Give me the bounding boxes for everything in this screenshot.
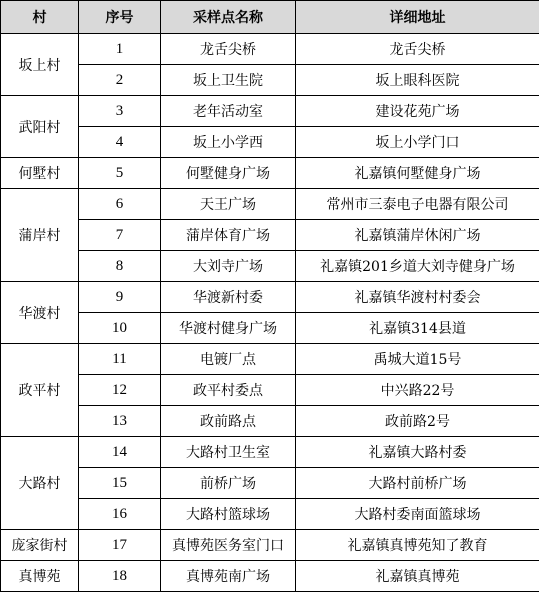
site-name-cell: 坂上卫生院	[161, 65, 296, 96]
site-name-cell: 华渡新村委	[161, 282, 296, 313]
village-cell: 何墅村	[1, 158, 79, 189]
address-cell: 礼嘉镇314县道	[296, 313, 539, 344]
table-row	[1, 282, 539, 313]
address-cell: 坂上小学门口	[296, 127, 539, 158]
header-number: 序号	[79, 1, 161, 34]
site-name-cell: 前桥广场	[161, 468, 296, 499]
address-cell: 礼嘉镇真博苑知了教育	[296, 530, 539, 561]
table-row	[1, 468, 539, 499]
table-row	[1, 251, 539, 282]
site-name-cell: 老年活动室	[161, 96, 296, 127]
village-cell: 真博苑	[1, 561, 79, 592]
table-row	[1, 313, 539, 344]
address-cell: 政前路2号	[296, 406, 539, 437]
site-name-cell: 大路村卫生室	[161, 437, 296, 468]
site-name-cell: 天王广场	[161, 189, 296, 220]
site-name-cell: 华渡村健身广场	[161, 313, 296, 344]
site-name-cell: 真博苑南广场	[161, 561, 296, 592]
address-cell: 礼嘉镇大路村委	[296, 437, 539, 468]
village-cell: 蒲岸村	[1, 189, 79, 282]
header-village: 村	[1, 1, 79, 34]
address-cell: 礼嘉镇华渡村村委会	[296, 282, 539, 313]
row-number-cell: 2	[79, 65, 161, 96]
address-cell: 龙舌尖桥	[296, 34, 539, 65]
table-row	[1, 499, 539, 530]
site-name-cell: 蒲岸体育广场	[161, 220, 296, 251]
header-address: 详细地址	[296, 1, 539, 34]
village-cell: 庞家街村	[1, 530, 79, 561]
row-number-cell: 15	[79, 468, 161, 499]
table-row	[1, 34, 539, 65]
table-row	[1, 406, 539, 437]
row-number-cell: 5	[79, 158, 161, 189]
header-site-name: 采样点名称	[161, 1, 296, 34]
row-number-cell: 18	[79, 561, 161, 592]
address-cell: 礼嘉镇蒲岸休闲广场	[296, 220, 539, 251]
village-cell: 华渡村	[1, 282, 79, 344]
table-row	[1, 437, 539, 468]
site-name-cell: 政前路点	[161, 406, 296, 437]
address-cell: 坂上眼科医院	[296, 65, 539, 96]
address-cell: 禹城大道15号	[296, 344, 539, 375]
address-cell: 中兴路22号	[296, 375, 539, 406]
table-row	[1, 220, 539, 251]
table-row	[1, 375, 539, 406]
village-cell: 武阳村	[1, 96, 79, 158]
village-cell: 政平村	[1, 344, 79, 437]
address-cell: 大路村前桥广场	[296, 468, 539, 499]
site-name-cell: 大刘寺广场	[161, 251, 296, 282]
table-row	[1, 561, 539, 592]
site-name-cell: 何墅健身广场	[161, 158, 296, 189]
table-row	[1, 189, 539, 220]
site-name-cell: 坂上小学西	[161, 127, 296, 158]
row-number-cell: 12	[79, 375, 161, 406]
row-number-cell: 9	[79, 282, 161, 313]
site-name-cell: 真博苑医务室门口	[161, 530, 296, 561]
site-name-cell: 大路村篮球场	[161, 499, 296, 530]
address-cell: 礼嘉镇何墅健身广场	[296, 158, 539, 189]
row-number-cell: 3	[79, 96, 161, 127]
site-name-cell: 政平村委点	[161, 375, 296, 406]
table-row	[1, 96, 539, 127]
site-name-cell: 电镀厂点	[161, 344, 296, 375]
row-number-cell: 13	[79, 406, 161, 437]
table-row	[1, 530, 539, 561]
address-cell: 大路村委南面篮球场	[296, 499, 539, 530]
row-number-cell: 16	[79, 499, 161, 530]
village-cell: 坂上村	[1, 34, 79, 96]
row-number-cell: 8	[79, 251, 161, 282]
header-row	[1, 1, 539, 34]
row-number-cell: 14	[79, 437, 161, 468]
row-number-cell: 7	[79, 220, 161, 251]
table-row	[1, 344, 539, 375]
table-row	[1, 158, 539, 189]
row-number-cell: 4	[79, 127, 161, 158]
address-cell: 建设花苑广场	[296, 96, 539, 127]
table-row	[1, 65, 539, 96]
row-number-cell: 1	[79, 34, 161, 65]
row-number-cell: 10	[79, 313, 161, 344]
row-number-cell: 6	[79, 189, 161, 220]
table-row	[1, 127, 539, 158]
address-cell: 礼嘉镇201乡道大刘寺健身广场	[296, 251, 539, 282]
address-cell: 礼嘉镇真博苑	[296, 561, 539, 592]
address-cell: 常州市三泰电子电器有限公司	[296, 189, 539, 220]
table-body	[1, 34, 539, 592]
village-cell: 大路村	[1, 437, 79, 530]
row-number-cell: 11	[79, 344, 161, 375]
site-name-cell: 龙舌尖桥	[161, 34, 296, 65]
row-number-cell: 17	[79, 530, 161, 561]
